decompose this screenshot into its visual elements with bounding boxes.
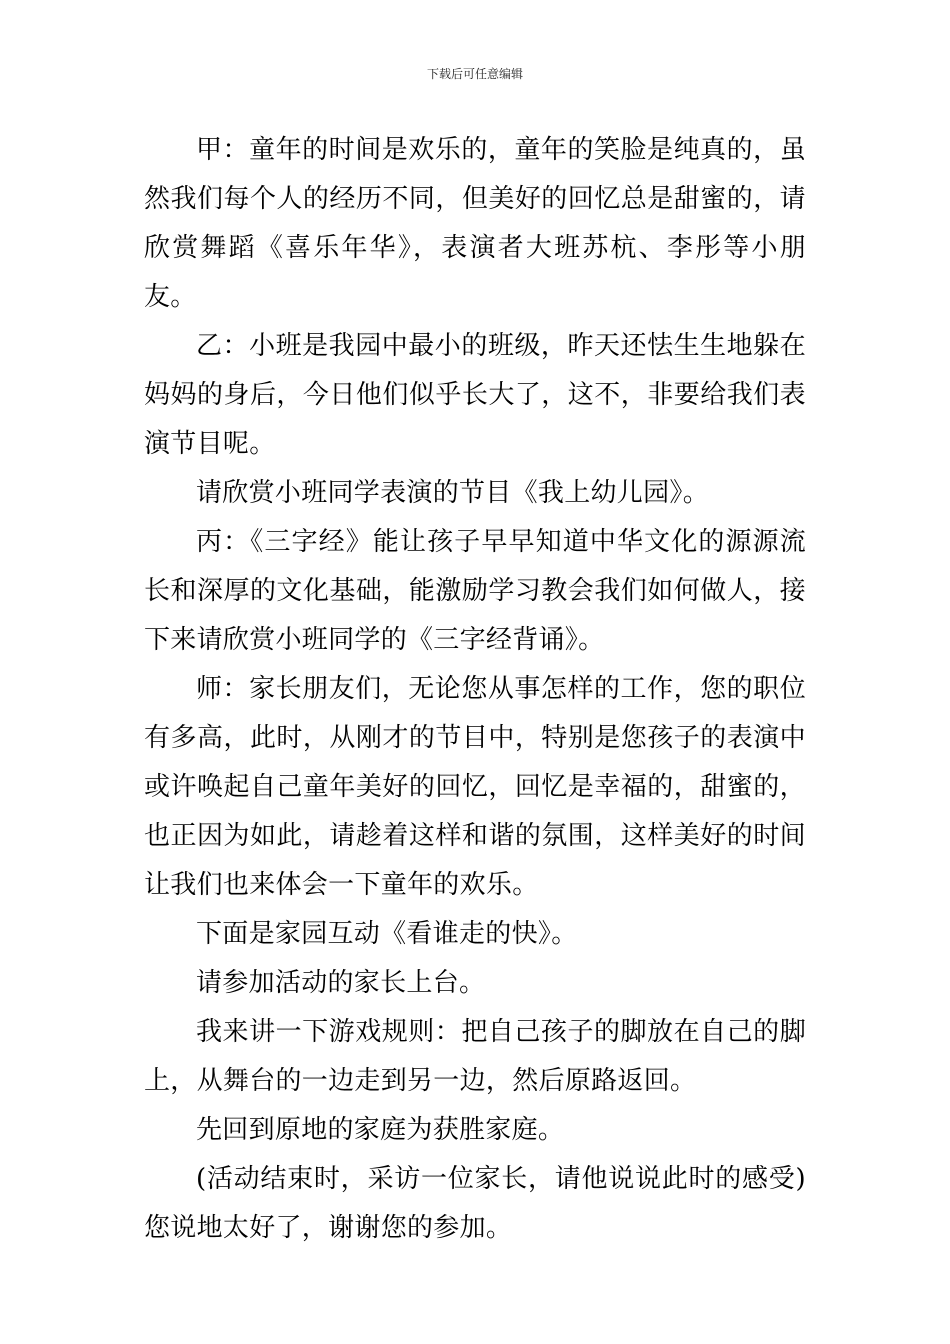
paragraph-7: 请参加活动的家长上台。: [196, 968, 486, 998]
header-note: 下载后可任意编辑: [426, 67, 523, 81]
paragraph-10: (活动结束时，采访一位家长，请他说说此时的感受)您说地太好了，谢谢您的参加。: [144, 1164, 806, 1243]
paragraph-3: 请欣赏小班同学表演的节目《我上幼儿园》。: [196, 478, 710, 508]
paragraph-4: 丙：《三字经》能让孩子早早知道中华文化的源源流长和深厚的文化基础，能激励学习教会我们如何做人，接下来请欣赏小班同学的《三字经背诵》。: [144, 527, 806, 655]
paragraph-5: 师：家长朋友们，无论您从事怎样的工作，您的职位有多高，此时，从刚才的节目中，特别是您孩子的表演中或许唤起自己童年美好的回忆，回忆是幸福的，甜蜜的，也正因为如此，请趁着这样和谐的氛围，这样美好的时间让我们也来体会一下童年的欢乐。: [144, 674, 806, 900]
paragraph-9: 先回到原地的家庭为获胜家庭。: [196, 1115, 565, 1145]
paragraph-8: 我来讲一下游戏规则：把自己孩子的脚放在自己的脚上，从舞台的一边走到另一边，然后原路返回。: [144, 1017, 806, 1096]
paragraph-1: 甲：童年的时间是欢乐的，童年的笑脸是纯真的，虽然我们每个人的经历不同，但美好的回忆总是甜蜜的，请欣赏舞蹈《喜乐年华》，表演者大班苏杭、李彤等小朋友。: [144, 135, 806, 312]
paragraph-6: 下面是家园互动《看谁走的快》。: [196, 919, 578, 949]
document-body: [144, 126, 806, 1253]
paragraph-2: 乙：小班是我园中最小的班级，昨天还怯生生地躲在妈妈的身后，今日他们似乎长大了，这不，非要给我们表演节目呢。: [144, 331, 806, 459]
